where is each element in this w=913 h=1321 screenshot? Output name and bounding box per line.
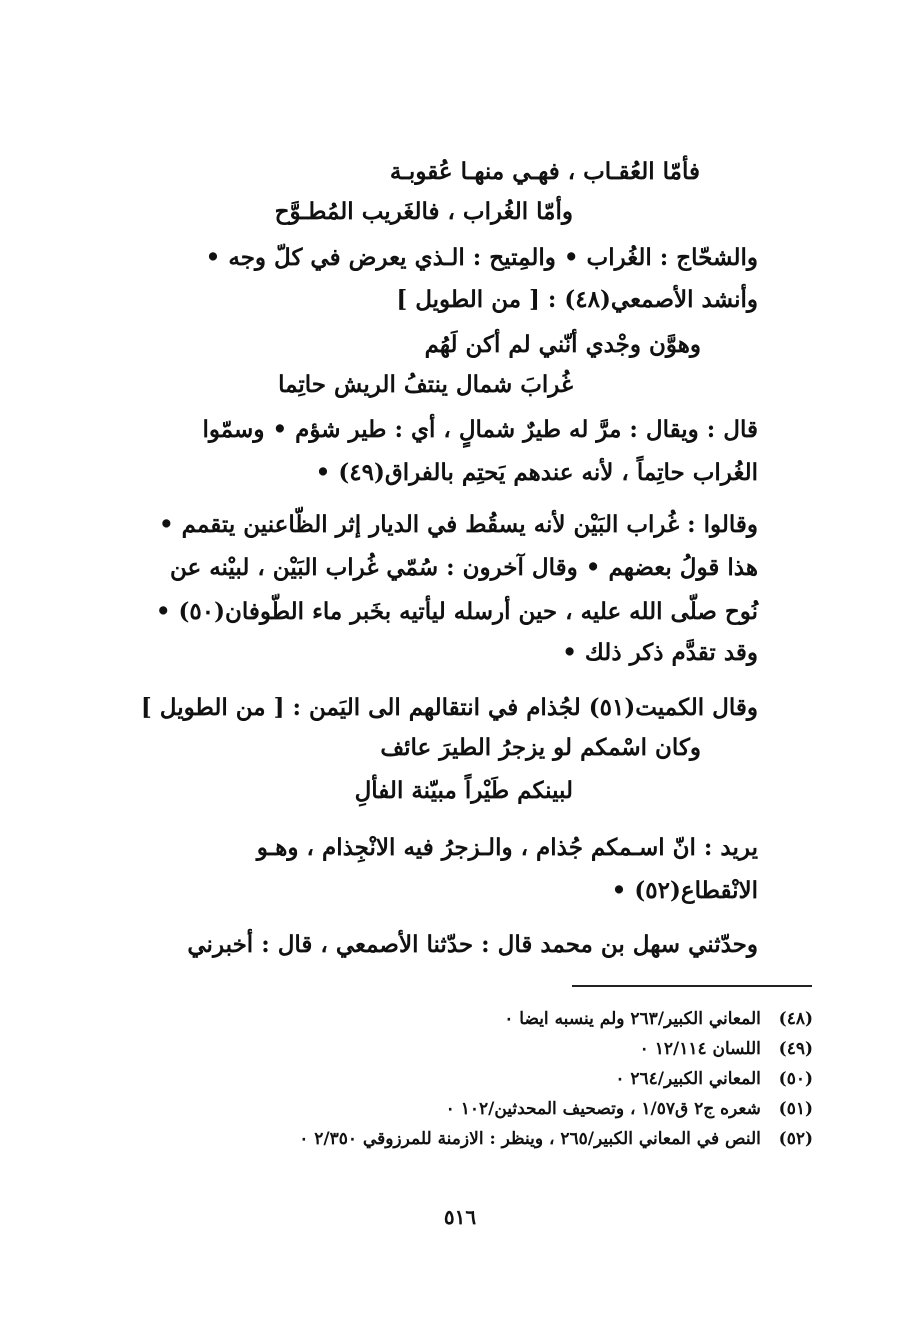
footnote (640, 1038, 813, 1060)
text-line: وقالوا : غُراب البَيْن لأنه يسقُط في الديار إثر الظّاعنين يتقمم • (158, 511, 758, 538)
text-line: وحدّثني سهل بن محمد قال : حدّثنا الأصمعي ، قال : أخبرني (187, 931, 758, 958)
footnote (615, 1068, 813, 1090)
text-line: وقال الكميت(٥١) لجُذام في انتقالهم الى اليَمن : [ من الطويل ] (140, 694, 758, 721)
text-line: نُوح صلّى الله عليه ، حين أرسله ليأتيه بخَبر ماء الطّوفان(٥٠) • (155, 598, 758, 625)
text-line: وأنشد الأصمعي(٤٨) : [ من الطويل ] (396, 286, 758, 313)
footnote (504, 1008, 813, 1030)
page-number: ٥١٦ (443, 1205, 477, 1229)
text-line: هذا قولُ بعضهم • وقال آخرون : سُمّي غُراب البَيْن ، لبيْنه عن (169, 554, 758, 581)
verse-line: لبينكم طَيْراً مبيّنة الفألِ (354, 777, 573, 804)
footnote-number: (٥١) (778, 1099, 813, 1119)
footnote-text: المعاني الكبير/٢٦٣ ولم ينسبه ايضا ٠ (504, 1009, 761, 1029)
text-line: والشحّاج : الغُراب • والمِتيح : الـذي يعرض في كلّ وجه • (205, 244, 758, 271)
footnote-number: (٤٩) (778, 1039, 813, 1059)
text-line: يريد : انّ اسـمكم جُذام ، والـزجرُ فيه الانْجِذام ، وهـو (256, 834, 758, 861)
footnote-text: المعاني الكبير/٢٦٤ ٠ (615, 1069, 761, 1089)
text-line: الانْقطاع(٥٢) • (611, 877, 758, 904)
footnote (299, 1128, 813, 1150)
text-line: قال : ويقال : مرَّ له طيرٌ شمالٍ ، أي : طير شؤم • وسمّوا (202, 416, 758, 443)
footnote-text: النص في المعاني الكبير/٢٦٥ ، وينظر : الازمنة للمرزوقي ٢/٣٥٠ ٠ (299, 1129, 761, 1149)
text-line: وقد تقدَّم ذكر ذلك • (562, 639, 758, 666)
verse-line: فأمّا العُقـاب ، فهـي منهـا عُقوبـة (389, 158, 700, 185)
footnote-number: (٥٢) (778, 1129, 813, 1149)
footnote-divider (572, 985, 812, 987)
footnote-number: (٤٨) (778, 1009, 813, 1029)
footnote (446, 1098, 813, 1120)
text-line: الغُراب حاتِماً ، لأنه عندهم يَحتِم بالفراق(٤٩) • (315, 459, 758, 486)
verse-line: وأمّا الغُراب ، فالغَريب المُطـوَّح (274, 198, 573, 225)
verse-line: وهوَّن وجْدي أنّني لم أكن لَهُم (424, 331, 701, 358)
verse-line: غُرابَ شمال ينتفُ الريش حاتِما (278, 371, 573, 398)
verse-line: وكان اسْمكم لو يزجرُ الطيرَ عائف (380, 734, 701, 761)
footnote-number: (٥٠) (778, 1069, 813, 1089)
footnote-text: اللسان ١٢/١١٤ ٠ (639, 1039, 761, 1059)
footnote-text: شعره ج٢ ق١/٥٧ ، وتصحيف المحدثين/١٠٢ ٠ (445, 1099, 761, 1119)
